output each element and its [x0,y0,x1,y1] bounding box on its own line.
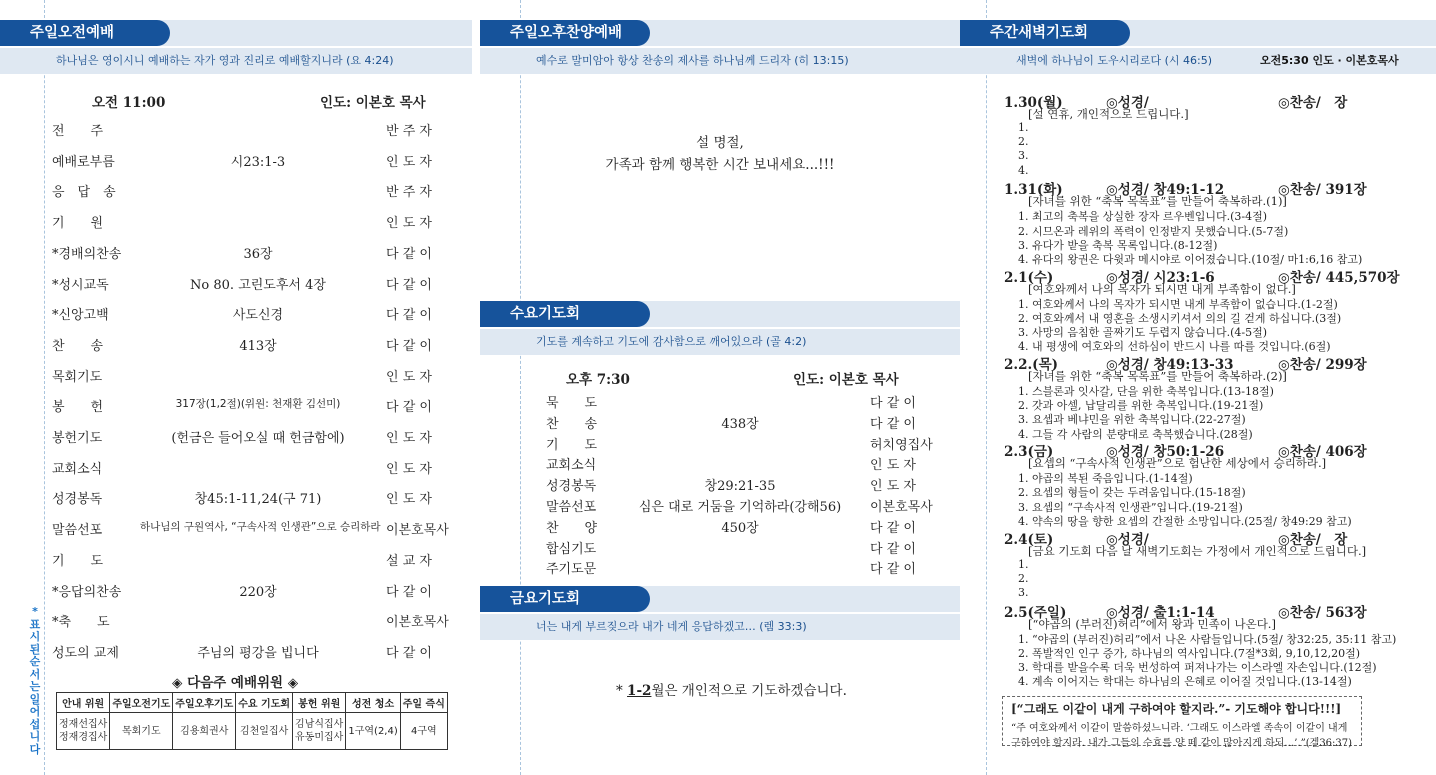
callout-line-2: 구하여야 할지라. 내가 그들의 수효를 양 떼 같이 많아지게 하되…’.”(겔36:37) [1011,738,1353,749]
dawn-theme: [금요 기도회 다음 날 새벽기도회는 가정에서 개인적으로 드립니다.] [1028,543,1367,558]
dawn-bible: ◎성경/ [1106,95,1149,111]
dawn-day: 1.31(화) [1004,182,1063,199]
dawn-point: 2. 시므온과 레위의 폭력이 인정받지 못했습니다.(5-7절) [1018,224,1289,238]
item-detail: 시23:1-3 [230,154,286,170]
item-who: 다 같 이 [386,400,432,416]
item-detail: 450장 [721,520,759,536]
callout-title: [“그래도 이같이 내게 구하여야 할지라.”- 기도해야 합니다!!!] [1011,702,1342,716]
dawn-point: 2. 요셉의 형들이 갖는 두려움입니다.(15-18절) [1018,486,1246,500]
item-who: 다 같 이 [870,562,916,578]
item-name: 말씀선포 [52,523,103,539]
committee-value-cell: 김남식집사 유동미집사 [293,713,346,750]
dawn-theme: [설 연휴, 개인적으로 드립니다.] [1028,107,1189,121]
item-who: 인 도 자 [386,216,432,232]
item-name: 찬 양 [546,520,598,536]
dawn-point: 1. 여호와께서 나의 목자가 되시면 내게 부족함이 없습니다.(1-2절) [1018,297,1338,311]
item-name: *신앙고백 [52,308,109,324]
dawn-point: 3. 유다가 받을 축복 목록입니다.(8-12절) [1018,238,1218,252]
dawn-point: 2. [1018,135,1029,149]
dawn-point: 2. 갓과 아셀, 납달리를 위한 축복입니다.(19-21절) [1018,399,1264,413]
dawn-point: 3. 요셉과 베냐민을 위한 축복입니다.(22-27절) [1018,413,1246,427]
dawn-day: 2.4(토) [1004,531,1054,548]
callout-line-1: “주 여호와께서 이같이 말씀하셨느니라. ‘그래도 이스라엘 족속이 이같이 내게 [1011,723,1348,734]
dawn-point: 2. 폭발적인 인구 증가, 하나님의 역사입니다.(7절*3회, 9,10,12,20절) [1018,646,1361,660]
dawn-theme: [자녀를 위한 “축복 목록표”를 만들어 축복하라.(2)] [1028,368,1287,383]
committee-value-cell: 김천일집사 [236,713,293,750]
dawn-verse: 새벽에 하나님이 도우시리로다 (시 46:5) [1016,54,1213,67]
notice-line-1: 설 명절, [696,135,744,151]
dawn-hymn: ◎찬송/ 391장 [1278,182,1367,199]
dawn-point: 4. 내 평생에 여호와의 선하심이 반드시 나를 따를 것입니다.(6절) [1018,340,1331,354]
item-name: 목회기도 [52,369,103,385]
item-name: *응답의찬송 [52,584,122,600]
dawn-theme: [요셉의 “구속사적 인생관”으로 험난한 세상에서 승리하라.] [1028,456,1327,471]
item-name: 응 답 송 [52,185,116,201]
item-name: 기 도 [546,437,598,453]
friday-note-prefix: * [616,683,628,699]
item-name: 봉 헌 [52,400,104,416]
committee-value-cell: 목회기도 [110,713,173,750]
service-leader: 인도: 이본호 목사 [793,372,899,388]
item-who: 인 도 자 [386,369,432,385]
item-name: 성경봉독 [52,492,103,508]
middle-column [480,0,960,775]
dawn-bible: ◎성경/ 창50:1-26 [1106,444,1225,461]
section-title: 금요기도회 [480,586,650,612]
section-title: 수요기도회 [480,301,650,327]
dawn-point: 3. [1018,149,1029,163]
item-name: *경배의찬송 [52,246,122,262]
dawn-bible: ◎성경/ 출1:1-14 [1106,604,1215,621]
item-detail: (헌금은 들어오실 때 헌금함에) [171,431,345,446]
dawn-hymn: ◎찬송/ 445,570장 [1278,269,1400,286]
dawn-hymn: ◎찬송/ 장 [1278,531,1348,548]
dawn-day: 1.30(월) [1004,95,1063,111]
dawn-time-leader: 오전5:30 인도 · 이본호목사 [1260,54,1399,67]
dawn-point: 4. 그들 각 사람의 분량대로 축복했습니다.(28절) [1018,427,1253,441]
item-name: 전 주 [52,124,104,139]
dawn-point: 3. 학대를 받을수록 더욱 번성하여 퍼져나가는 이스라엘 자손입니다.(12절) [1018,661,1377,674]
dawn-bible: ◎성경/ 창49:1-12 [1106,182,1225,199]
item-name: 찬 송 [52,338,104,354]
item-who: 인 도 자 [386,431,432,446]
item-who: 다 같 이 [386,246,432,262]
prayer-callout-box [1002,696,1362,749]
committee-value-cell: 정재선집사 정재경집사 [57,713,110,750]
item-name: *성시교독 [52,277,109,293]
section-verse: 하나님은 영이시니 예배하는 자가 영과 진리로 예배할지니라 (요 4:24) [0,46,472,74]
section-verse [960,46,1436,74]
dawn-point: 2. 여호와께서 내 영혼을 소생시키셔서 의의 길 걷게 하십니다.(3절) [1018,311,1342,325]
dawn-bible: ◎성경/ 시23:1-6 [1106,269,1215,286]
dawn-bible: ◎성경/ 창49:13-33 [1106,356,1234,373]
section-title: 주일오후찬양예배 [480,20,650,46]
committee-header-cell: 안내 위원 [57,693,110,713]
item-name: 교회소식 [52,461,103,477]
item-name: 주기도문 [546,562,597,578]
committee-header-cell: 수요 기도회 [236,693,293,713]
dawn-point: 3. 요셉의 “구속사적 인생관”입니다.(19-21절) [1018,500,1243,514]
item-name: 묵 도 [546,396,598,411]
item-who: 인 도 자 [870,458,916,474]
item-detail: 주님의 평강을 빕니다 [197,645,319,661]
item-name: 성도의 교제 [52,645,119,661]
service-time: 오전 11:00 [92,95,166,111]
item-who: 설 교 자 [386,553,432,569]
item-name: *축 도 [52,615,110,631]
item-detail: 심은 대로 거둠을 기억하라(강해56) [638,500,842,515]
friday-note [616,679,960,699]
committee-header-cell: 주일오전기도 [110,693,173,713]
committee-header-cell: 주일 즉식 [400,693,447,713]
committee-value-cell: 김용희권사 [173,713,236,750]
dawn-point: 1. [1018,557,1029,571]
item-name: 교회소식 [546,458,597,474]
item-name: 봉헌기도 [52,431,103,446]
section-title: 주일오전예배 [0,20,170,46]
item-who: 인 도 자 [386,154,432,170]
item-who: 다 같 이 [870,416,916,432]
dawn-theme: [“야곱의 (부러진)허리”에서 왕과 민족이 나온다.] [1028,616,1276,631]
item-who: 허치영집사 [870,437,933,453]
service-leader: 인도: 이본호 목사 [320,95,426,111]
item-who: 이본호목사 [870,500,933,515]
dawn-point: 4. [1018,163,1029,177]
friday-note-months: 1-2 [627,683,652,699]
item-who: 다 같 이 [870,541,916,557]
committee-header-cell: 봉헌 위원 [293,693,346,713]
item-name: 예배로부름 [52,154,115,170]
item-detail: 사도신경 [232,308,284,324]
dawn-day: 2.1(수) [1004,269,1054,286]
committee-header-cell: 성전 청소 [346,693,400,713]
dawn-day: 2.2.(목) [1004,356,1059,373]
dawn-point: 4. 유다의 왕권은 다윗과 메시야로 이어졌습니다.(10절/ 마1:6,16 참고) [1018,252,1363,266]
item-who: 다 같 이 [870,396,916,411]
section-title: 주간새벽기도회 [960,20,1130,46]
friday-note-text: 월은 개인적으로 기도하겠습니다. [651,683,847,699]
dawn-hymn: ◎찬송/ 장 [1278,95,1348,111]
item-who: 반 주 자 [386,124,432,139]
item-detail: 창45:1-11,24(구 71) [194,492,322,508]
item-detail: 317장(1,2절)(위원: 천재환 김선미) [175,398,341,411]
dawn-point: 4. 계속 이어지는 학대는 하나님의 은혜로 이어질 것입니다.(13-14절) [1018,675,1352,689]
dawn-hymn: ◎찬송/ 406장 [1278,444,1367,461]
dawn-theme: [자녀를 위한 “축복 목록표”를 만들어 축복하라.(1)] [1028,194,1287,209]
item-who: 이본호목사 [386,523,449,539]
committee-table [56,692,448,750]
dawn-point: 1. [1018,121,1029,134]
committee-header-cell: 주일오후기도 [173,693,236,713]
item-who: 다 같 이 [386,338,432,354]
dawn-prayer-column [960,0,1436,775]
item-name: 성경봉독 [546,479,597,495]
item-who: 다 같 이 [386,645,432,661]
dawn-point: 3. 사망의 음침한 골짜기도 두렵지 않습니다.(4-5절) [1018,326,1268,339]
section-verse: 너는 내게 부르짖으라 내가 네게 응답하겠고… (렘 33:3) [480,612,960,640]
item-who: 이본호목사 [386,615,449,631]
item-who: 다 같 이 [870,520,916,536]
dawn-point: 1. 스블론과 잇사갈, 단을 위한 축복입니다.(13-18절) [1018,384,1274,398]
item-who: 인 도 자 [870,479,916,495]
item-detail: 413장 [239,338,277,354]
section-verse: 예수로 말미암아 항상 찬송의 제사를 하나님께 드리자 (히 13:15) [480,46,960,74]
item-who: 다 같 이 [386,277,432,293]
dawn-hymn: ◎찬송/ 299장 [1278,356,1367,373]
item-detail: 36장 [243,246,273,262]
dawn-point: 1. 야곱의 복된 죽음입니다.(1-14절) [1018,472,1193,486]
dawn-point: 1. “야곱의 (부러진)허리”에서 나온 사람들입니다.(5절/ 창32:25, 35:11 참고) [1018,632,1397,646]
dawn-theme: [여호와께서 나의 목자가 되시면 내게 부족함이 없다.] [1028,281,1296,296]
committee-title: ◈ 다음주 예배위원 ◈ [172,675,299,691]
item-who: 반 주 자 [386,185,432,201]
dawn-point: 1. 최고의 축복을 상실한 장자 르우벤입니다.(3-4절) [1018,210,1268,224]
committee-value-cell: 4구역 [400,713,447,750]
dawn-hymn: ◎찬송/ 563장 [1278,604,1367,621]
item-detail: 438장 [721,416,759,432]
dawn-point: 2. [1018,571,1029,585]
item-name: 찬 송 [546,416,598,432]
item-who: 다 같 이 [386,308,432,324]
item-detail: 하나님의 구원역사, “구속사적 인생관”으로 승리하라 [140,521,381,534]
dawn-day: 2.5(주일) [1004,604,1067,621]
item-detail: 220장 [239,584,277,600]
dawn-day: 2.3(금) [1004,444,1054,461]
service-time: 오후 7:30 [566,372,630,388]
item-name: 기 원 [52,216,104,232]
item-who: 인 도 자 [386,461,432,477]
standing-note: *표시된 순서는 일어섭니다 [29,605,41,756]
item-detail: 창29:21-35 [704,479,776,495]
dawn-bible: ◎성경/ [1106,531,1149,548]
notice-line-2: 가족과 함께 행복한 시간 보내세요...!!! [605,157,835,173]
section-verse: 기도를 계속하고 기도에 감사함으로 깨어있으라 (골 4:2) [480,327,960,355]
dawn-point: 4. 약속의 땅을 향한 요셉의 간절한 소망입니다.(25절/ 창49:29 참고) [1018,514,1352,528]
item-detail: No 80. 고린도후서 4장 [190,277,326,293]
item-who: 인 도 자 [386,492,432,508]
item-name: 기 도 [52,553,104,569]
item-who: 다 같 이 [386,584,432,600]
committee-value-cell: 1구역(2,4) [346,713,400,750]
dawn-point: 3. [1018,585,1029,599]
sunday-am-column [0,0,472,775]
item-name: 합심기도 [546,541,597,557]
item-name: 말씀선포 [546,500,597,515]
